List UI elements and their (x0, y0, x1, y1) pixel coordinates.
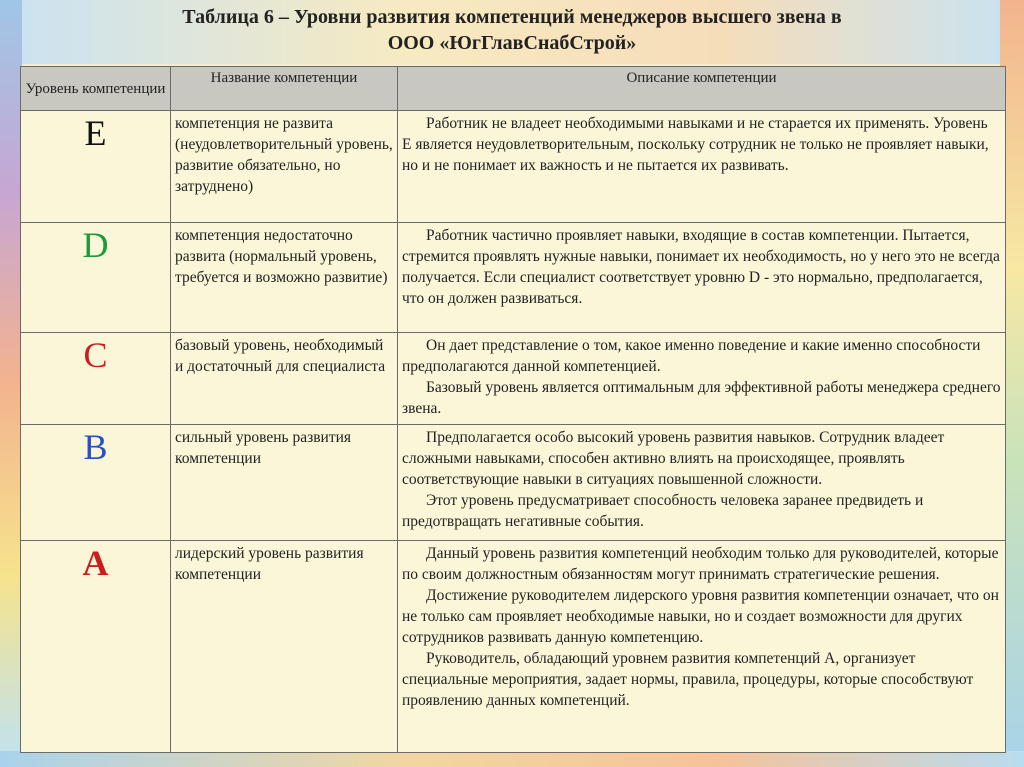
description-cell (398, 223, 1006, 333)
name-cell: сильный уровень развития компетенции (171, 425, 398, 541)
level-cell-a: A (21, 541, 171, 753)
competency-table (20, 66, 1006, 753)
table-row (21, 111, 1006, 223)
description-paragraph: Данный уровень развития компетенций необходим только для руководителей, которые по своим должностным обязанностям могут принимать стратегические решения. (402, 545, 999, 583)
page-title (40, 4, 984, 56)
name-cell: компетенция недостаточно развита (нормальный уровень, требуется и возможно развитие) (171, 223, 398, 333)
header-name: Название компетенции (171, 67, 398, 111)
description-paragraph: Базовый уровень является оптимальным для эффективной работы менеджера среднего звена. (402, 379, 1001, 417)
table-row (21, 425, 1006, 541)
level-cell-c: C (21, 333, 171, 425)
header-level: Уровень компетенции (21, 67, 171, 111)
description-cell (398, 111, 1006, 223)
description-cell (398, 333, 1006, 425)
table-row (21, 541, 1006, 753)
title-line-2: ООО «ЮгГлавСнабСтрой» (387, 32, 637, 54)
level-cell-b: B (21, 425, 171, 541)
description-paragraph: Руководитель, обладающий уровнем развития компетенций А, организует специальные мероприятия, задает нормы, правила, процедуры, которые способствуют проявлению данных компетенций. (402, 650, 974, 709)
description-paragraph: Предполагается особо высокий уровень развития навыков. Сотрудник владеет сложными навыками, способен активно влиять на происходящее, проявлять соответствующие навыки в ситуациях повышенной сложности. (402, 429, 945, 488)
level-cell-e: E (21, 111, 171, 223)
decorative-bottom-band (0, 751, 1024, 767)
description-paragraph: Работник не владеет необходимыми навыками и не старается их применять. Уровень Е является неудовлетворительным, поскольку сотрудник не только не проявляет навыки, но и не понимает их важность и не пытается их развивать. (402, 115, 989, 174)
description-cell (398, 425, 1006, 541)
description-paragraph: Он дает представление о том, какое именно поведение и какие именно способности предполагаются данной компетенцией. (402, 337, 981, 375)
decorative-left-band (0, 0, 22, 767)
table-header-row (21, 67, 1006, 111)
description-cell (398, 541, 1006, 753)
description-paragraph: Работник частично проявляет навыки, входящие в состав компетенции. Пытается, стремится проявлять нужные навыки, понимает их необходимость, но у него это не всегда получается. Если специалист соответствует уровню D - это нормально, предполагается, что он должен развиваться. (402, 227, 1000, 307)
header-description: Описание компетенции (398, 67, 1006, 111)
name-cell: базовый уровень, необходимый и достаточный для специалиста (171, 333, 398, 425)
table-row (21, 223, 1006, 333)
title-line-1: Таблица 6 – Уровни развития компетенций менеджеров высшего звена в (182, 6, 842, 28)
description-paragraph: Достижение руководителем лидерского уровня развития компетенции означает, что он не только сам проявляет необходимые навыки, но и создает возможности для других сотрудников развивать данную компетенцию. (402, 587, 999, 646)
description-paragraph: Этот уровень предусматривает способность человека заранее предвидеть и предотвращать негативные события. (402, 492, 924, 530)
name-cell: лидерский уровень развития компетенции (171, 541, 398, 753)
table-row (21, 333, 1006, 425)
name-cell: компетенция не развита (неудовлетворительный уровень, развитие обязательно, но затруднено) (171, 111, 398, 223)
level-cell-d: D (21, 223, 171, 333)
